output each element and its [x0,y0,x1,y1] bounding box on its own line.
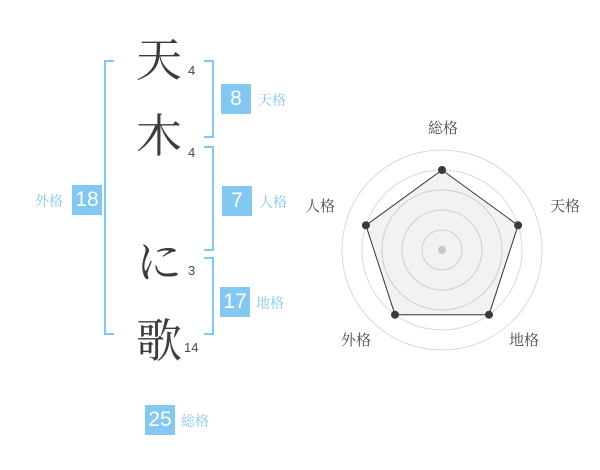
radar-axis-label: 人格 [304,198,336,215]
soukaku-value-badge: 25 [145,405,175,435]
chikaku-value-badge: 17 [220,287,250,317]
radar-axis-label: 地格 [508,332,540,349]
chikaku-label: 地格 [256,295,284,311]
stroke-count-surname-2: 4 [188,145,196,160]
gaikaku-label: 外格 [35,193,63,209]
given-char-2: 歌 [136,315,182,367]
stroke-count-given-1: 3 [188,263,196,278]
radar-data-point [362,221,370,229]
radar-axis-label: 総格 [427,120,459,137]
radar-data-point [391,311,399,319]
jinkaku-bracket [204,146,214,251]
tenkaku-value-badge: 8 [221,84,251,114]
soukaku-label: 総格 [181,413,209,429]
radar-data-point [514,221,522,229]
gaikaku-bracket [104,60,114,335]
stroke-count-given-2: 14 [184,340,199,355]
radar-axis-label: 天格 [549,198,581,215]
given-char-1: に [136,236,182,288]
tenkaku-label: 天格 [258,92,286,108]
surname-char-2: 木 [136,110,182,162]
surname-char-1: 天 [136,34,182,86]
radar-center-dot [438,246,446,254]
radar-data-point [438,166,446,174]
jinkaku-label: 人格 [259,194,287,210]
chikaku-bracket [204,257,214,335]
stroke-count-surname-1: 4 [188,63,196,78]
radar-axis-label: 外格 [340,332,372,349]
jinkaku-value-badge: 7 [222,186,252,216]
radar-data-point [485,311,493,319]
radar-chart [292,120,592,380]
gaikaku-value-badge: 18 [72,185,102,215]
tenkaku-bracket [204,60,214,138]
radar-data-polygon [366,170,518,315]
